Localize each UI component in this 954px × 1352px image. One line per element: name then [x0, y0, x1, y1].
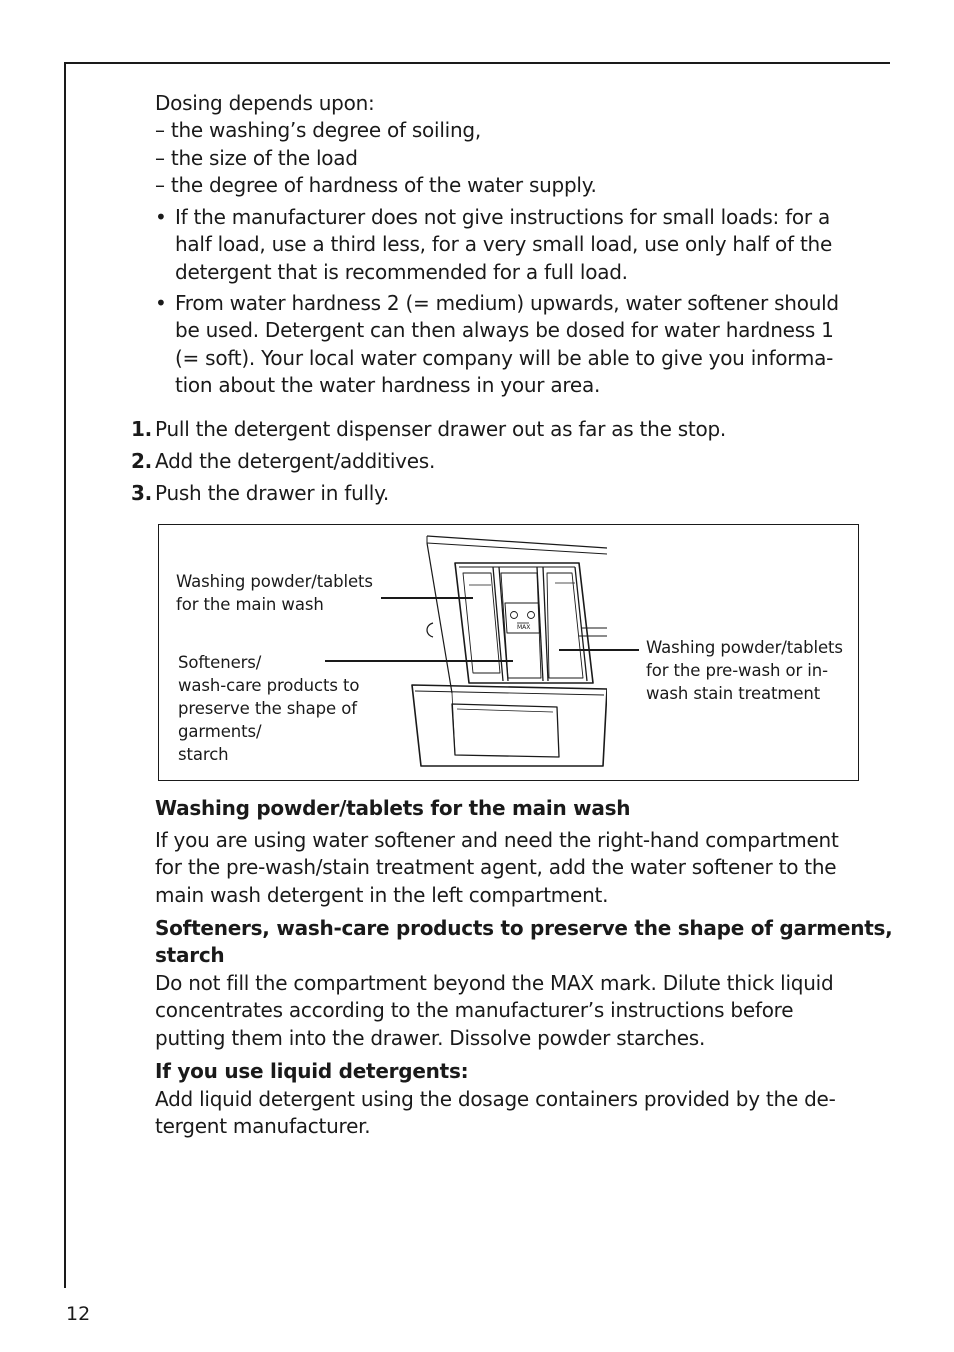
intro-item: – the washing’s degree of soiling, — [155, 118, 481, 143]
paragraph-line: tergent manufacturer. — [155, 1114, 371, 1139]
paragraph-softeners — [155, 970, 875, 1052]
step-number: 3. — [131, 481, 153, 505]
caption-line: Washing powder/tablets — [646, 638, 843, 657]
intro-item: – the degree of hardness of the water supply. — [155, 172, 597, 197]
drawer-illustration — [407, 533, 607, 778]
bullet-line: From water hardness 2 (= medium) upwards, water softener should — [175, 291, 839, 315]
heading-line: starch — [155, 943, 225, 968]
step-text: Add the detergent/additives. — [155, 449, 436, 473]
step-text: Push the drawer in fully. — [155, 481, 389, 505]
paragraph-line: concentrates according to the manufacturer’s instructions before — [155, 998, 794, 1023]
paragraph-line: main wash detergent in the left compartment. — [155, 882, 609, 907]
caption-line: wash stain treatment — [646, 684, 821, 703]
drawer-figure — [158, 524, 859, 781]
caption-line: Softeners/ — [178, 653, 262, 672]
label-softeners — [178, 651, 359, 766]
max-mark: MAX — [517, 624, 531, 631]
paragraph-line: Do not fill the compartment beyond the MAX mark. Dilute thick liquid — [155, 971, 834, 995]
step-text: Pull the detergent dispenser drawer out as far as the stop. — [155, 417, 727, 441]
top-rule — [64, 62, 890, 64]
paragraph-line: putting them into the drawer. Dissolve powder starches. — [155, 1025, 706, 1050]
bullet-line: (= soft). Your local water company will be able to give you informa- — [175, 345, 834, 370]
label-prewash — [646, 636, 843, 705]
paragraph-liquid — [155, 1086, 875, 1141]
step-number: 1. — [131, 417, 153, 441]
paragraph-line: If you are using water softener and need the right-hand compartment — [155, 828, 839, 852]
bullet-symbol: • — [155, 291, 167, 315]
caption-line: garments/ — [178, 722, 262, 741]
paragraph-line: Add liquid detergent using the dosage containers provided by the de- — [155, 1087, 836, 1111]
step-number: 2. — [131, 449, 153, 473]
bullet-water-hardness — [155, 290, 855, 399]
step-1 — [131, 416, 726, 443]
heading-liquid: If you use liquid detergents: — [155, 1059, 469, 1083]
caption-line: for the pre-wash or in- — [646, 661, 828, 680]
bullet-line: half load, use a third less, for a very small load, use only half of the — [175, 232, 833, 257]
caption-line: wash-care products to — [178, 676, 360, 695]
intro-block — [155, 90, 865, 199]
paragraph-main-wash — [155, 827, 875, 909]
step-2 — [131, 448, 435, 475]
paragraph-line: for the pre-wash/stain treatment agent, add the water softener to the — [155, 855, 837, 880]
left-rule — [64, 62, 66, 1288]
caption-line: starch — [178, 745, 229, 764]
page-number: 12 — [66, 1303, 91, 1325]
heading-line: Softeners, wash-care products to preserve the shape of garments, — [155, 916, 893, 940]
intro-item: – the size of the load — [155, 145, 358, 170]
bullet-line: detergent that is recommended for a full load. — [175, 259, 628, 284]
bullet-line: If the manufacturer does not give instructions for small loads: for a — [175, 205, 831, 229]
bullet-symbol: • — [155, 205, 167, 229]
heading-softeners — [155, 915, 893, 970]
label-main-wash — [176, 570, 373, 616]
bullet-line: be used. Detergent can then always be dosed for water hardness 1 — [175, 318, 834, 343]
caption-line: preserve the shape of — [178, 699, 357, 718]
bullet-line: tion about the water hardness in your area. — [175, 372, 601, 397]
caption-line: for the main wash — [176, 595, 324, 614]
step-3 — [131, 480, 389, 507]
heading-main-wash: Washing powder/tablets for the main wash — [155, 796, 631, 820]
caption-line: Washing powder/tablets — [176, 572, 373, 591]
intro-heading: Dosing depends upon: — [155, 91, 375, 115]
bullet-small-loads — [155, 204, 855, 286]
